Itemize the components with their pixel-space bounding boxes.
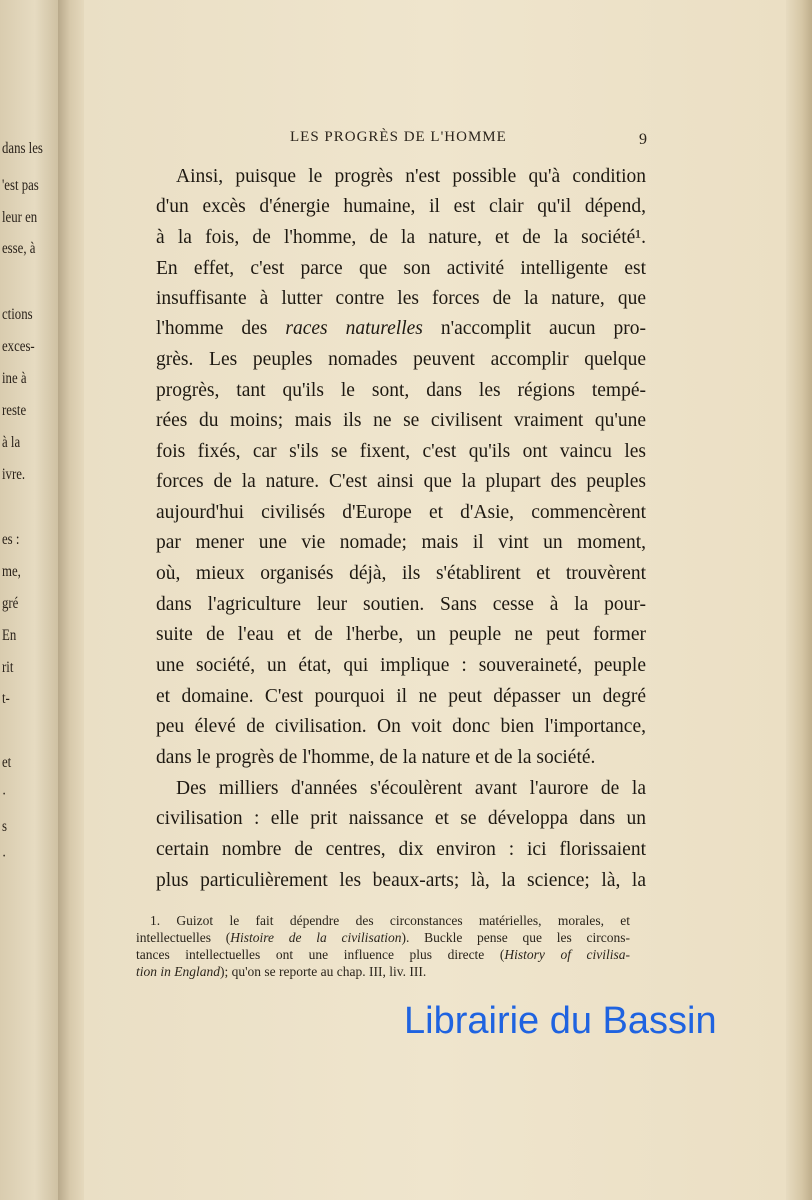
text-line: aujourd'hui civilisés d'Europe et d'Asie, commencèrent — [156, 502, 646, 523]
italic-title: History of civilisa- — [504, 947, 630, 962]
facing-page-fragment: ctions — [2, 306, 33, 323]
italic-title: Histoire de la civilisation — [230, 930, 402, 945]
page-number: 9 — [639, 131, 647, 148]
text-line: forces de la nature. C'est ainsi que la plupart des peuples — [156, 471, 646, 492]
text-line: insuffisante à lutter contre les forces de la nature, que — [156, 288, 646, 309]
text-line: dans le progrès de l'homme, de la nature et de la société. — [156, 747, 596, 768]
facing-page-fragment: leur en — [2, 209, 38, 226]
text-line: En effet, c'est parce que son activité intelligente est — [156, 258, 646, 279]
text-line: grès. Les peuples nomades peuvent accomplir quelque — [156, 349, 646, 370]
facing-page-fragment: exces- — [2, 338, 35, 355]
text-line: une société, un état, qui implique : souveraineté, peuple — [156, 655, 646, 676]
facing-page-fragment: à la — [2, 434, 21, 451]
text-line: et domaine. C'est pourquoi il ne peut dépasser un degré — [156, 686, 646, 707]
footnote-line — [136, 964, 630, 980]
text-line: certain nombre de centres, dix environ : ici florissaient — [156, 839, 646, 860]
text-line: Ainsi, puisque le progrès n'est possible qu'à condition — [176, 166, 646, 187]
text-line: dans l'agriculture leur soutien. Sans cesse à la pour- — [156, 594, 646, 615]
facing-page-fragment: reste — [2, 402, 27, 419]
text-segment: tances intellectuelles ont une influence plus directe ( — [136, 947, 505, 962]
facing-page-fragment: En — [2, 627, 17, 644]
text-line: à la fois, de l'homme, de la nature, et de la société¹. — [156, 227, 646, 248]
text-line: progrès, tant qu'ils le sont, dans les régions tempé- — [156, 380, 646, 401]
page-edge — [786, 0, 812, 1200]
facing-page-fragment: ivre. — [2, 466, 26, 483]
seller-watermark: Librairie du Bassin — [404, 1000, 717, 1042]
text-line: civilisation : elle prit naissance et se développa dans un — [156, 808, 646, 829]
footnote-line — [136, 930, 630, 946]
facing-page-fragment: t- — [2, 690, 10, 707]
footnote-line — [136, 947, 630, 963]
facing-page-fragment: 'est pas — [2, 177, 39, 194]
text-segment: ). Buckle pense que les circons- — [401, 930, 631, 945]
footnote-line: 1. Guizot le fait dépendre des circonstances matérielles, morales, et — [150, 913, 630, 928]
facing-page-fragment: · — [2, 848, 7, 865]
text-segment: l'homme des — [156, 318, 268, 339]
running-title: LES PROGRÈS DE L'HOMME — [290, 129, 507, 145]
facing-page-fragment: rit — [2, 659, 14, 676]
text-line: plus particulièrement les beaux-arts; là, la science; là, la — [156, 870, 646, 891]
text-segment: ); qu'on se reporte au chap. III, liv. III. — [220, 964, 427, 979]
text-line: suite de l'eau et de l'herbe, un peuple ne peut former — [156, 624, 646, 645]
facing-page-fragment: gré — [2, 595, 19, 612]
facing-page-fragment: ine à — [2, 370, 27, 387]
text-line: rées du moins; mais ils ne se civilisent vraiment qu'une — [156, 410, 646, 431]
facing-page-fragment: dans les — [2, 140, 43, 157]
text-line: peu élevé de civilisation. On voit donc bien l'importance, — [156, 716, 646, 737]
facing-page-fragment: · — [2, 786, 7, 803]
text-line: Des milliers d'années s'écoulèrent avant l'aurore de la — [176, 778, 646, 799]
italic-title: tion in England — [136, 964, 220, 979]
facing-page-fragment: et — [2, 754, 12, 771]
text-line: d'un excès d'énergie humaine, il est clair qu'il dépend, — [156, 196, 646, 217]
facing-page-fragment: s — [2, 818, 7, 835]
text-line — [156, 318, 646, 340]
text-line: par mener une vie nomade; mais il vint un moment, — [156, 532, 646, 553]
italic-term: races naturelles — [285, 318, 423, 339]
facing-page-fragment: esse, à — [2, 240, 36, 257]
facing-page-fragment: me, — [2, 563, 21, 580]
text-line: fois fixés, car s'ils se fixent, c'est qu'ils ont vaincu les — [156, 441, 646, 462]
text-segment: intellectuelles ( — [136, 930, 231, 945]
facing-page-fragment: es : — [2, 531, 20, 548]
text-segment: n'accomplit aucun pro- — [440, 318, 647, 339]
text-line: où, mieux organisés déjà, ils s'établirent et trouvèrent — [156, 563, 646, 584]
facing-page-edge — [0, 0, 58, 1200]
